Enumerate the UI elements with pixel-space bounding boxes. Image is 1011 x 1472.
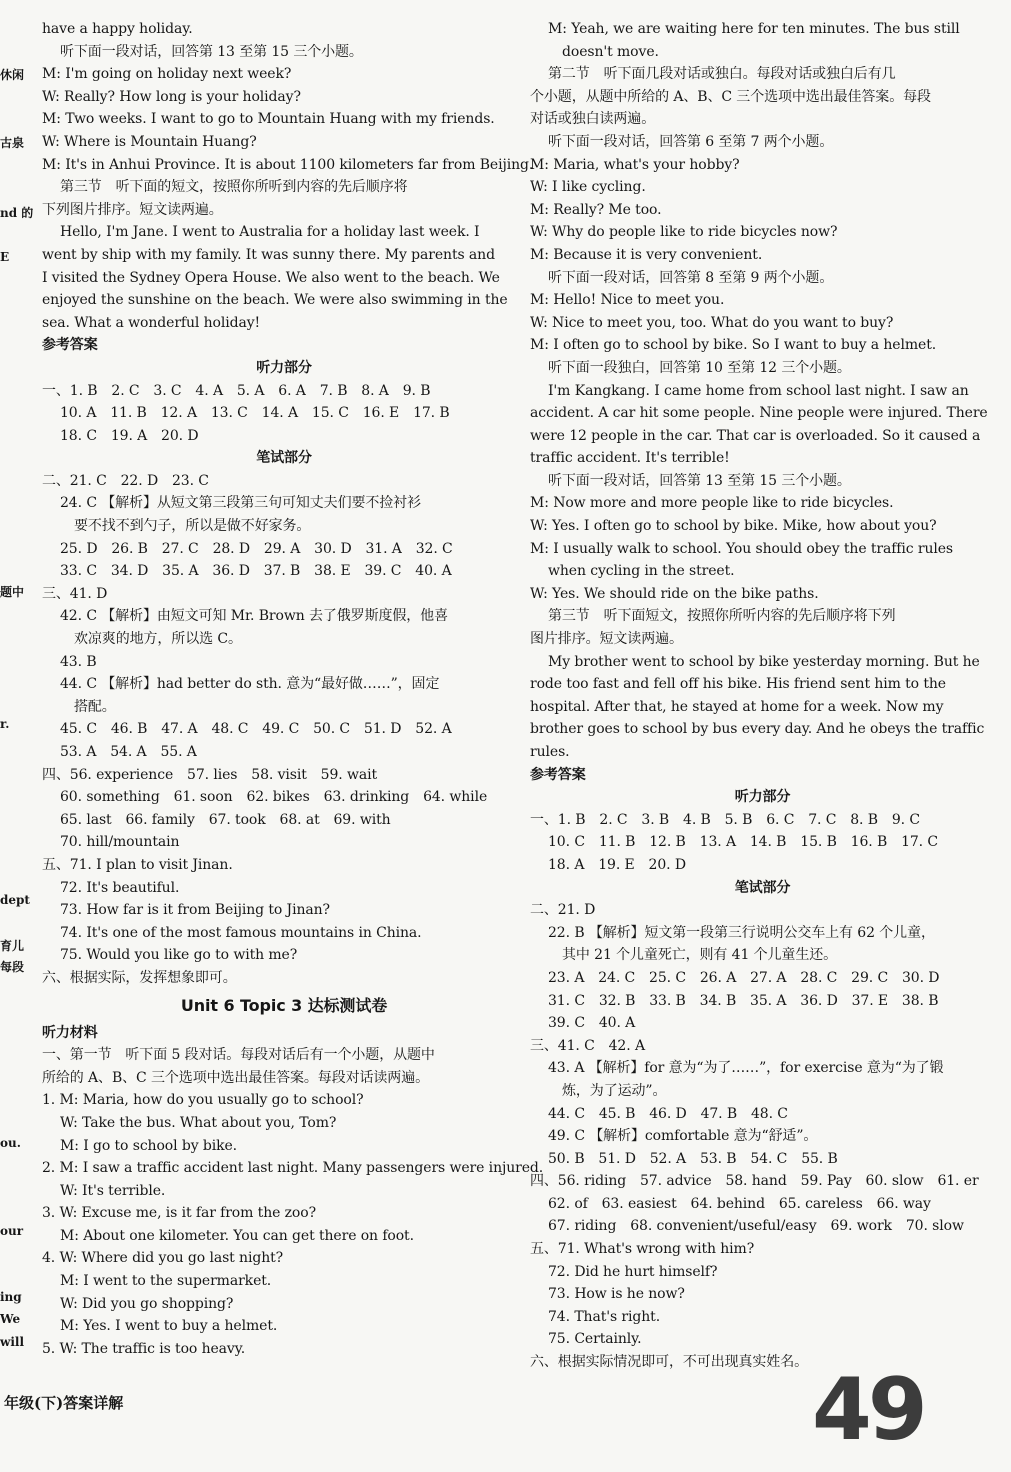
answer-line: 25. D 26. B 27. C 28. D 29. A 30. D 31. A 32. C (60, 540, 453, 557)
section-instruction: 听下面一段对话，回答第 13 至第 15 三个小题。 (548, 472, 851, 489)
analysis-line: 42. C 【解析】由短文可知 Mr. Brown 去了俄罗斯度假，他喜 (60, 608, 448, 625)
section-instruction: 听下面一段对话，回答第 13 至第 15 三个小题。 (60, 43, 363, 60)
dialogue-line: 1. M: Maria, how do you usually go to school? (42, 1092, 364, 1109)
answers-heading: 参考答案 (42, 337, 98, 354)
section-instruction: 听下面一段独白，回答第 10 至第 12 三个小题。 (548, 359, 851, 376)
answer-line: 43. B (60, 653, 97, 670)
passage-line: My brother went to school by bike yesterday morning. But he (548, 653, 980, 670)
passage-line: I'm Kangkang. I came home from school last night. I saw an (548, 382, 969, 399)
answer-line: 10. C 11. B 12. B 13. A 14. B 15. B 16. B 17. C (548, 834, 938, 851)
listening-material-heading: 听力材料 (42, 1024, 98, 1041)
answer-line: 67. riding 68. convenient/useful/easy 69. work 70. slow (548, 1218, 964, 1235)
dialogue-line: 5. W: The traffic is too heavy. (42, 1340, 246, 1357)
dialogue-line: 4. W: Where did you go last night? (42, 1250, 284, 1267)
answer-line: 18. A 19. E 20. D (548, 856, 686, 873)
answer-line: 74. That's right. (548, 1308, 661, 1325)
footer-label: 年级(下)答案详解 (4, 1394, 124, 1412)
dialogue-line: 3. W: Excuse me, is it far from the zoo? (42, 1205, 316, 1222)
section-instruction: 对话或独白读两遍。 (530, 111, 656, 128)
margin-fragment: dept (0, 893, 30, 907)
answer-line: 二、21. D (530, 902, 596, 919)
margin-fragment: ing (0, 1290, 22, 1304)
margin-fragment: r. (0, 717, 10, 731)
passage-line: brother goes to school by bus every day. And he obeys the traffic (530, 721, 985, 738)
analysis-line: 炼，为了运动”。 (562, 1082, 667, 1099)
margin-fragment: 每段 (0, 960, 25, 974)
passage-line: traffic accident. It's terrible! (530, 450, 730, 467)
analysis-line: 24. C 【解析】从短文第三段第三句可知丈夫们要不捡衬衫 (60, 495, 421, 512)
answer-line: 39. C 40. A (548, 1015, 636, 1032)
dialogue-line: 2. M: I saw a traffic accident last night. Many passengers were injured. (42, 1160, 544, 1177)
analysis-line: 搭配。 (74, 698, 116, 715)
margin-fragment: will (0, 1335, 25, 1349)
right-column (530, 18, 995, 1374)
answer-line: 50. B 51. D 52. A 53. B 54. C 55. B (548, 1150, 838, 1167)
margin-fragment: We (0, 1312, 21, 1326)
dialogue-line: M: Maria, what's your hobby? (530, 156, 740, 173)
margin-fragment: our (0, 1224, 24, 1238)
passage-line: hospital. After that, he stayed at home for a week. Now my (530, 698, 944, 715)
answer-line: 六、根据实际情况即可，不可出现真实姓名。 (530, 1354, 808, 1371)
dialogue-line: M: I often go to school by bike. So I want to buy a helmet. (530, 337, 937, 354)
section-instruction: 第二节 听下面几段对话或独白。每段对话或独白后有几 (548, 66, 896, 83)
passage-line: sea. What a wonderful holiday! (42, 314, 261, 331)
answer-line: 62. of 63. easiest 64. behind 65. careless 66. way (548, 1195, 931, 1212)
passage-line: enjoyed the sunshine on the beach. We were also swimming in the (42, 292, 508, 309)
dialogue-line: doesn't move. (562, 43, 659, 60)
passage-line: rules. (530, 744, 570, 760)
margin-fragment: 休闲 (0, 68, 25, 82)
dialogue-line: when cycling in the street. (548, 563, 735, 580)
left-column (42, 18, 544, 1360)
answer-line: 72. It's beautiful. (60, 879, 180, 896)
written-heading: 笔试部分 (256, 450, 312, 467)
listening-heading: 听力部分 (734, 789, 791, 806)
dialogue-line: M: Yeah, we are waiting here for ten minutes. The bus still (548, 21, 960, 37)
margin-fragment: E (0, 250, 10, 264)
margin-fragment: 古泉 (0, 136, 25, 150)
answer-line: 31. C 32. B 33. B 34. B 35. A 36. D 37. E 38. B (548, 992, 939, 1009)
section-instruction: 一、第一节 听下面 5 段对话。每段对话后有一个小题，从题中 (42, 1047, 435, 1064)
answer-line: 73. How is he now? (548, 1286, 685, 1303)
answer-line: 四、56. experience 57. lies 58. visit 59. wait (42, 766, 378, 783)
answer-line: 44. C 45. B 46. D 47. B 48. C (548, 1105, 788, 1122)
answer-line: 三、41. D (42, 585, 108, 602)
margin-fragment: 题中 (0, 585, 25, 599)
analysis-line: 欢凉爽的地方，所以选 C。 (74, 631, 242, 648)
section-instruction: 听下面一段对话，回答第 6 至第 7 两个小题。 (548, 133, 834, 150)
listening-heading: 听力部分 (256, 359, 312, 376)
analysis-line: 43. A 【解析】for 意为“为了……”，for exercise 意为“为了锻 (548, 1060, 944, 1077)
answer-line: 五、71. What's wrong with him? (530, 1241, 755, 1258)
answer-line: 六、根据实际，发挥想象即可。 (42, 969, 237, 986)
dialogue-line: M: I usually walk to school. You should obey the traffic rules (530, 540, 954, 557)
answer-line: 74. It's one of the most famous mountains in China. (60, 924, 422, 941)
answer-line: 73. How far is it from Beijing to Jinan? (60, 902, 330, 919)
dialogue-line: W: Why do people like to ride bicycles now? (530, 224, 838, 241)
margin-fragment: nd 的 (0, 206, 34, 220)
section-instruction: 下列图片排序。短文读两遍。 (42, 201, 223, 218)
answer-line: 65. last 66. family 67. took 68. at 69. with (60, 811, 391, 828)
dialogue-line: W: I like cycling. (530, 179, 646, 196)
answer-line: 33. C 34. D 35. A 36. D 37. B 38. E 39. C 40. A (60, 563, 452, 580)
passage-line: accident. A car hit some people. Nine people were injured. There (530, 405, 988, 422)
written-heading: 笔试部分 (734, 879, 791, 896)
section-instruction: 第三节 听下面的短文，按照你所听到内容的先后顺序将 (60, 179, 408, 196)
dialogue-line: W: Where is Mountain Huang? (42, 133, 257, 150)
section-instruction: 第三节 听下面短文，按照你所听内容的先后顺序将下列 (548, 608, 896, 625)
dialogue-line: M: Two weeks. I want to go to Mountain Huang with my friends. (42, 111, 495, 128)
passage-line: were 12 people in the car. That car is overloaded. So it caused a (530, 427, 981, 444)
analysis-line: 49. C 【解析】comfortable 意为“舒适”。 (548, 1128, 818, 1145)
dialogue-line: W: Yes. I often go to school by bike. Mike, how about you? (530, 518, 937, 535)
dialogue-line: M: It's in Anhui Province. It is about 1100 kilometers far from Beijing. (42, 156, 534, 173)
dialogue-line: W: Did you go shopping? (60, 1295, 234, 1312)
dialogue-line: W: It's terrible. (60, 1182, 166, 1199)
answer-line: 二、21. C 22. D 23. C (42, 472, 209, 489)
dialogue-line: M: Hello! Nice to meet you. (530, 292, 725, 309)
text-line: have a happy holiday. (42, 21, 193, 37)
unit-title: Unit 6 Topic 3 达标测试卷 (180, 995, 388, 1015)
answer-line: 70. hill/mountain (60, 834, 180, 851)
section-instruction: 所给的 A、B、C 三个选项中选出最佳答案。每段对话读两遍。 (42, 1069, 430, 1086)
section-instruction: 图片排序。短文读两遍。 (530, 631, 683, 648)
answer-line: 四、56. riding 57. advice 58. hand 59. Pay 60. slow 61. er (530, 1173, 979, 1190)
answer-line: 75. Would you like go to with me? (60, 947, 298, 964)
answer-line: 五、71. I plan to visit Jinan. (42, 856, 233, 873)
section-instruction: 个小题，从题中所给的 A、B、C 三个选项中选出最佳答案。每段 (530, 88, 931, 105)
passage-line: Hello, I'm Jane. I went to Australia for a holiday last week. I (60, 224, 480, 241)
dialogue-line: W: Nice to meet you, too. What do you want to buy? (530, 314, 894, 331)
answer-line: 一、1. B 2. C 3. C 4. A 5. A 6. A 7. B 8. A 9. B (42, 382, 431, 399)
dialogue-line: M: About one kilometer. You can get there on foot. (60, 1227, 414, 1244)
analysis-line: 要不找不到勺子，所以是做不好家务。 (74, 518, 311, 535)
dialogue-line: W: Yes. We should ride on the bike paths. (530, 585, 819, 602)
margin-fragment: ou. (0, 1136, 21, 1150)
dialogue-line: W: Take the bus. What about you, Tom? (60, 1114, 337, 1131)
answer-line: 一、1. B 2. C 3. B 4. B 5. B 6. C 7. C 8. B 9. C (530, 811, 920, 828)
passage-line: went by ship with my family. It was sunny there. My parents and (42, 246, 495, 263)
dialogue-line: W: Really? How long is your holiday? (42, 88, 301, 105)
dialogue-line: M: Really? Me too. (530, 201, 662, 218)
dialogue-line: M: I'm going on holiday next week? (42, 66, 292, 83)
answer-line: 23. A 24. C 25. C 26. A 27. A 28. C 29. C 30. D (548, 969, 940, 986)
answer-line: 53. A 54. A 55. A (60, 744, 197, 760)
answer-line: 72. Did he hurt himself? (548, 1263, 718, 1280)
answer-line: 18. C 19. A 20. D (60, 427, 199, 444)
passage-line: I visited the Sydney Opera House. We also went to the beach. We (42, 269, 500, 286)
answer-line: 75. Certainly. (548, 1331, 642, 1348)
page-number: 49 (812, 1360, 924, 1460)
dialogue-line: M: Yes. I went to buy a helmet. (60, 1318, 278, 1335)
dialogue-line: M: I went to the supermarket. (60, 1273, 272, 1290)
dialogue-line: M: Now more and more people like to ride bicycles. (530, 495, 894, 512)
answer-line: 10. A 11. B 12. A 13. C 14. A 15. C 16. E 17. B (60, 405, 450, 422)
dialogue-line: M: Because it is very convenient. (530, 246, 763, 263)
section-instruction: 听下面一段对话，回答第 8 至第 9 两个小题。 (548, 269, 834, 286)
answer-line: 45. C 46. B 47. A 48. C 49. C 50. C 51. D 52. A (60, 721, 452, 738)
left-margin-fragments (0, 0, 34, 1472)
analysis-line: 其中 21 个儿童死亡，则有 41 个儿童生还。 (562, 947, 838, 964)
passage-line: rode too fast and fell off his bike. His friend sent him to the (530, 676, 946, 693)
dialogue-line: M: I go to school by bike. (60, 1137, 238, 1154)
analysis-line: 22. B 【解析】短文第一段第三行说明公交车上有 62 个儿童， (548, 924, 935, 941)
answer-line: 三、41. C 42. A (530, 1037, 645, 1054)
answer-line: 60. something 61. soon 62. bikes 63. drinking 64. while (60, 789, 488, 806)
analysis-line: 44. C 【解析】had better do sth. 意为“最好做……”，固定 (60, 676, 440, 693)
answers-heading: 参考答案 (530, 766, 586, 783)
margin-fragment: 育儿 (0, 939, 25, 953)
